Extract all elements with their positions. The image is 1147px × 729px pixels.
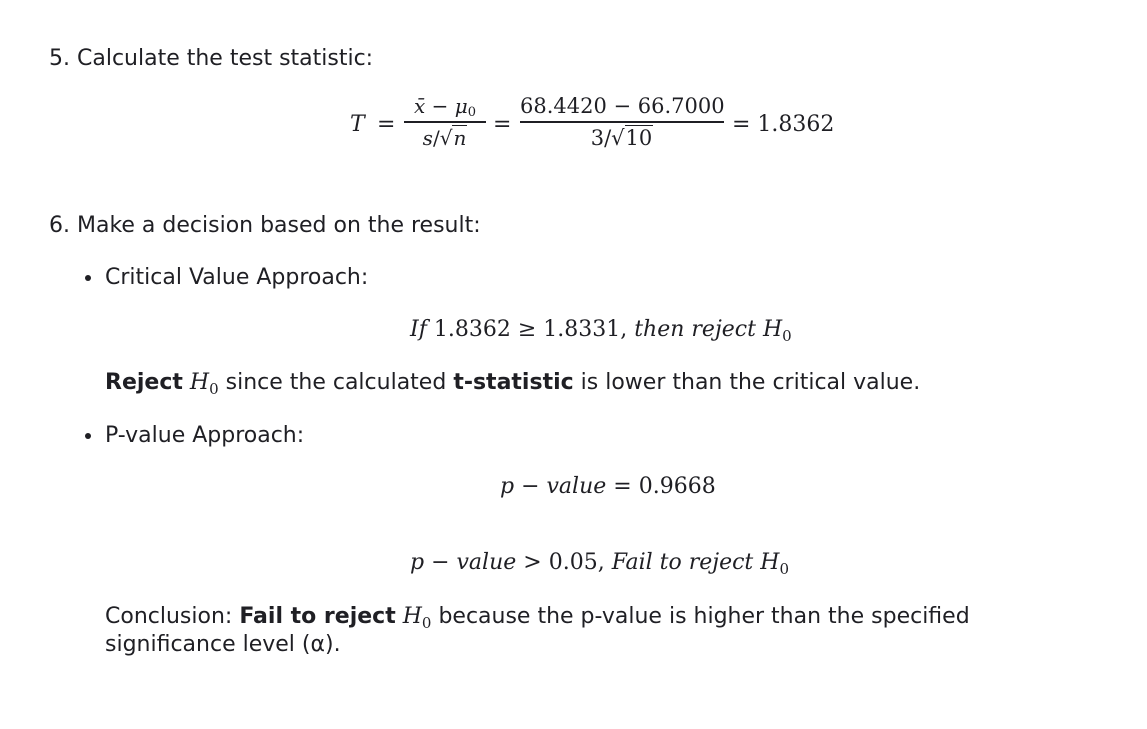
mu-symbol: μ [454, 94, 468, 118]
n-symbol: n [453, 125, 467, 150]
pvalue-cmp-rhs: > 0.05, [523, 550, 605, 575]
pvalue-approach-label: P-value Approach: [105, 423, 305, 448]
pvalue-eq-rhs: = 0.9668 [613, 474, 716, 499]
step-5-heading: 5. Calculate the test statistic: [49, 46, 374, 71]
sqrt-10-symbol: √10 [611, 125, 653, 150]
fraction-2-denominator-b: 10 [625, 125, 653, 150]
critical-H-sub: 0 [782, 327, 792, 345]
formula-T: T [350, 112, 365, 137]
reject-mid-text: since the calculated [218, 370, 454, 395]
sqrt-symbol: √n [439, 125, 467, 150]
pvalue-cmp-lhs: p − value [410, 550, 517, 575]
fraction-2-denominator-a: 3/ [590, 125, 612, 150]
reject-H-sub: 0 [209, 380, 219, 398]
t-statistic-bold: t-statistic [453, 370, 574, 395]
step-6-heading: 6. Make a decision based on the result: [49, 213, 481, 238]
pvalue-cmp-fail: Fail to reject [611, 550, 754, 575]
conclusion-bold: Fail to reject [239, 604, 396, 629]
formula-equals-1: = [377, 112, 396, 137]
minus-symbol: − [431, 94, 449, 118]
slash-symbol: / [432, 125, 440, 150]
formula-fraction-1 [404, 94, 486, 150]
pvalue-equation [500, 474, 716, 499]
formula-fraction-2 [520, 94, 724, 150]
fraction-bar-2 [520, 121, 724, 123]
fraction-2-numerator: 68.4420 − 66.7000 [520, 94, 725, 118]
bullet-pvalue [85, 433, 91, 439]
s-symbol: s [422, 125, 433, 150]
pvalue-cmp-H: H [760, 550, 780, 575]
pvalue-cmp-H-sub: 0 [779, 560, 789, 578]
critical-condition [410, 317, 792, 345]
critical-body: 1.8362 ≥ 1.8331, [433, 317, 628, 342]
critical-if: If [410, 317, 427, 342]
reject-H: H [189, 370, 210, 395]
mu-subscript: 0 [467, 105, 477, 120]
bullet-critical [85, 275, 91, 281]
conclusion-prefix: Conclusion: [105, 604, 240, 629]
pvalue-eq-lhs: p − value [500, 474, 607, 499]
critical-then: then reject [634, 317, 756, 342]
formula-result: = 1.8362 [732, 112, 835, 137]
formula-equals-2: = [493, 112, 512, 137]
conclusion-H-sub: 0 [421, 614, 432, 632]
critical-decision-text [105, 369, 920, 398]
critical-approach-label: Critical Value Approach: [105, 265, 369, 290]
fraction-bar-1 [404, 121, 486, 123]
reject-bold: Reject [105, 370, 183, 395]
xbar-symbol: x̄ [413, 94, 426, 118]
reject-end-text: is lower than the critical value. [573, 370, 921, 395]
critical-H: H [762, 317, 783, 342]
conclusion-line-2: significance level (α). [105, 632, 341, 657]
conclusion-rest: because the p-value is higher than the specified [431, 604, 970, 629]
pvalue-comparison [410, 550, 789, 578]
conclusion-H: H [402, 604, 422, 629]
conclusion-line-1 [105, 603, 970, 632]
